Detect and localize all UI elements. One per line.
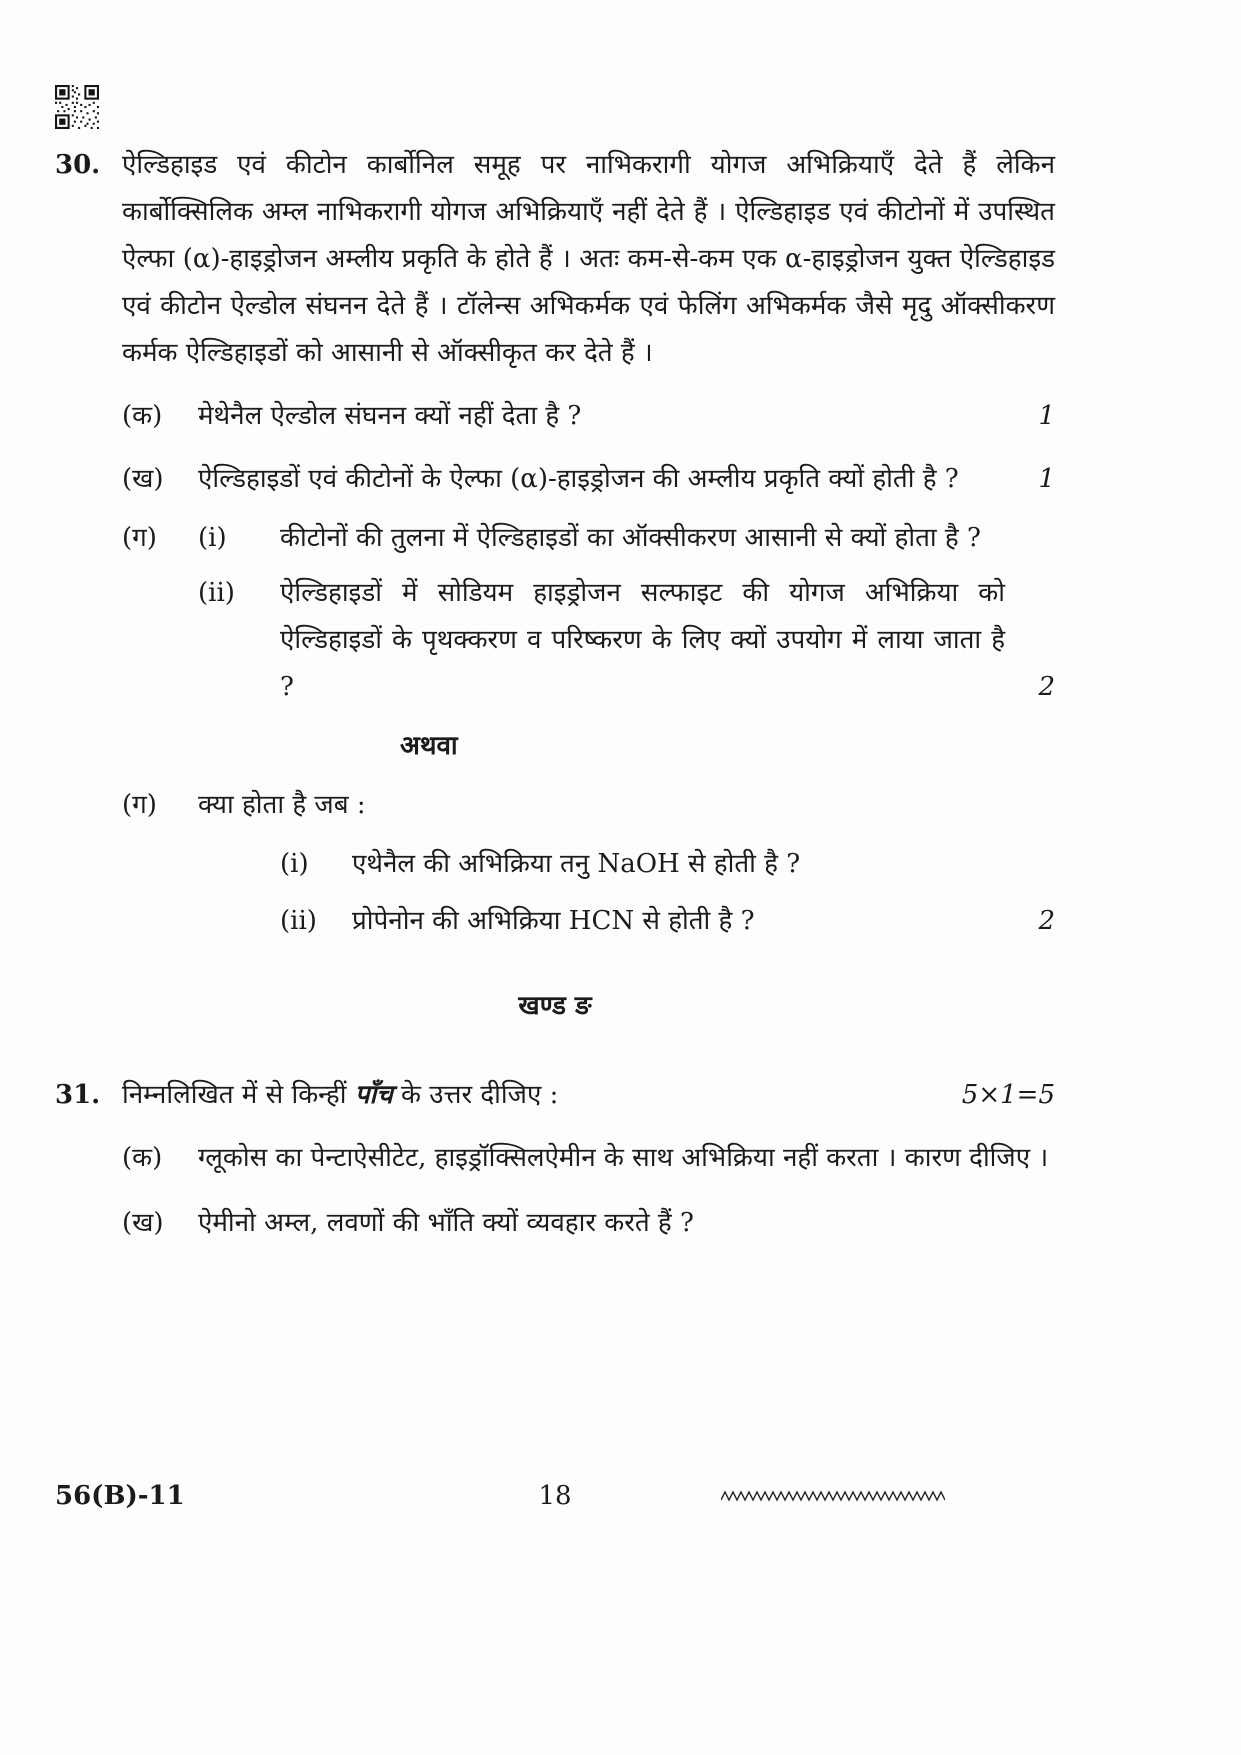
part-text: ऐल्डिहाइडों एवं कीटोनों के ऐल्फा (α)-हाइड्रोजन की अम्लीय प्रकृति क्यों होती है ? bbox=[198, 464, 959, 494]
marks: 5×1=5 bbox=[961, 1080, 1055, 1110]
part-label: (ख) bbox=[122, 1208, 164, 1238]
footer-page-number: 18 bbox=[538, 1481, 572, 1511]
part-label: (क) bbox=[122, 401, 163, 431]
marks: 2 bbox=[1038, 906, 1055, 936]
qr-code-icon bbox=[55, 85, 99, 129]
subpart-text: प्रोपेनोन की अभिक्रिया HCN से होती है ? bbox=[352, 906, 755, 936]
alt-part-intro: क्या होता है जब : bbox=[198, 790, 366, 820]
question-31-suffix: के उत्तर दीजिए : bbox=[392, 1080, 559, 1110]
part-text: ऐमीनो अम्ल, लवणों की भाँति क्यों व्यवहार करते हैं ? bbox=[198, 1208, 694, 1238]
part-body bbox=[198, 515, 1055, 711]
subpart-label: (ii) bbox=[280, 906, 317, 936]
subpart-i bbox=[198, 841, 1055, 888]
part-text: मेथेनैल ऐल्डोल संघनन क्यों नहीं देता है ? bbox=[198, 401, 582, 431]
page-content bbox=[55, 142, 1055, 1247]
question-30-intro: ऐल्डिहाइड एवं कीटोन कार्बोनिल समूह पर नाभिकरागी योगज अभिक्रियाएँ देते हैं लेकिन कार्बोक्सिलिक अम्ल नाभिकरागी योगज अभिक्रियाएँ नहीं देते हैं । ऐल्डिहाइड एवं कीटोनों में उपस्थित ऐल्फा (α)-हाइड्रोजन अम्लीय प्रकृति के होते हैं । अतः कम-से-कम एक α-हाइड्रोजन युक्त ऐल्डिहाइड एवं कीटोन ऐल्डोल संघनन देते हैं । टॉलेन्स अभिकर्मक एवं फेलिंग अभिकर्मक जैसे मृदु ऑक्सीकरण कर्मक ऐल्डिहाइडों को आसानी से ऑक्सीकृत कर देते हैं । bbox=[122, 150, 1055, 368]
question-31-part-kha bbox=[55, 1200, 1055, 1247]
question-30-part-ga bbox=[55, 515, 1055, 711]
question-31-number: 31. bbox=[55, 1080, 101, 1110]
subpart-text: एथेनैल की अभिक्रिया तनु NaOH से होती है ? bbox=[352, 849, 801, 879]
subpart-ii bbox=[198, 898, 1055, 945]
marks: 1 bbox=[1038, 401, 1055, 431]
subpart-i bbox=[198, 515, 1055, 562]
question-31 bbox=[55, 1072, 1055, 1119]
emphasized-word: पाँच bbox=[354, 1080, 393, 1110]
question-31-part-ka bbox=[55, 1135, 1055, 1182]
subpart-label: (i) bbox=[280, 849, 309, 879]
part-label: (क) bbox=[122, 1143, 163, 1173]
part-label: (ग) bbox=[122, 523, 157, 553]
question-30 bbox=[55, 142, 1055, 377]
question-30-part-ka bbox=[55, 393, 1055, 440]
part-label: (ख) bbox=[122, 464, 164, 494]
part-text: ग्लूकोस का पेन्टाऐसीटेट, हाइड्रॉक्सिलऐमीन के साथ अभिक्रिया नहीं करता । कारण दीजिए । bbox=[198, 1143, 1049, 1173]
or-separator: अथवा bbox=[400, 731, 458, 761]
question-31-text bbox=[122, 1072, 954, 1119]
section-title: खण्ड ङ bbox=[518, 991, 592, 1021]
question-30-alt-part-ga bbox=[55, 782, 1055, 945]
footer-paper-code: 56(B)-11 bbox=[55, 1481, 185, 1511]
part-label: (ग) bbox=[122, 790, 157, 820]
page-footer bbox=[55, 1473, 1055, 1520]
marks: 1 bbox=[1038, 464, 1055, 494]
question-31-prefix: निम्नलिखित में से किन्हीं bbox=[122, 1080, 355, 1110]
marks: 2 bbox=[1038, 672, 1055, 702]
subpart-label: (ii) bbox=[198, 578, 235, 608]
wavy-line-icon bbox=[721, 1489, 945, 1503]
question-30-part-kha bbox=[55, 456, 1055, 503]
subpart-text: ऐल्डिहाइडों में सोडियम हाइड्रोजन सल्फाइट की योगज अभिक्रिया को ऐल्डिहाइडों के पृथक्करण व परिष्करण के लिए क्यों उपयोग में लाया जाता है ? bbox=[280, 578, 1005, 702]
part-body bbox=[198, 782, 1055, 945]
question-30-number: 30. bbox=[55, 150, 101, 180]
subpart-ii bbox=[198, 570, 1055, 711]
subpart-label: (i) bbox=[198, 523, 227, 553]
subpart-text: कीटोनों की तुलना में ऐल्डिहाइडों का ऑक्सीकरण आसानी से क्यों होता है ? bbox=[280, 523, 981, 553]
